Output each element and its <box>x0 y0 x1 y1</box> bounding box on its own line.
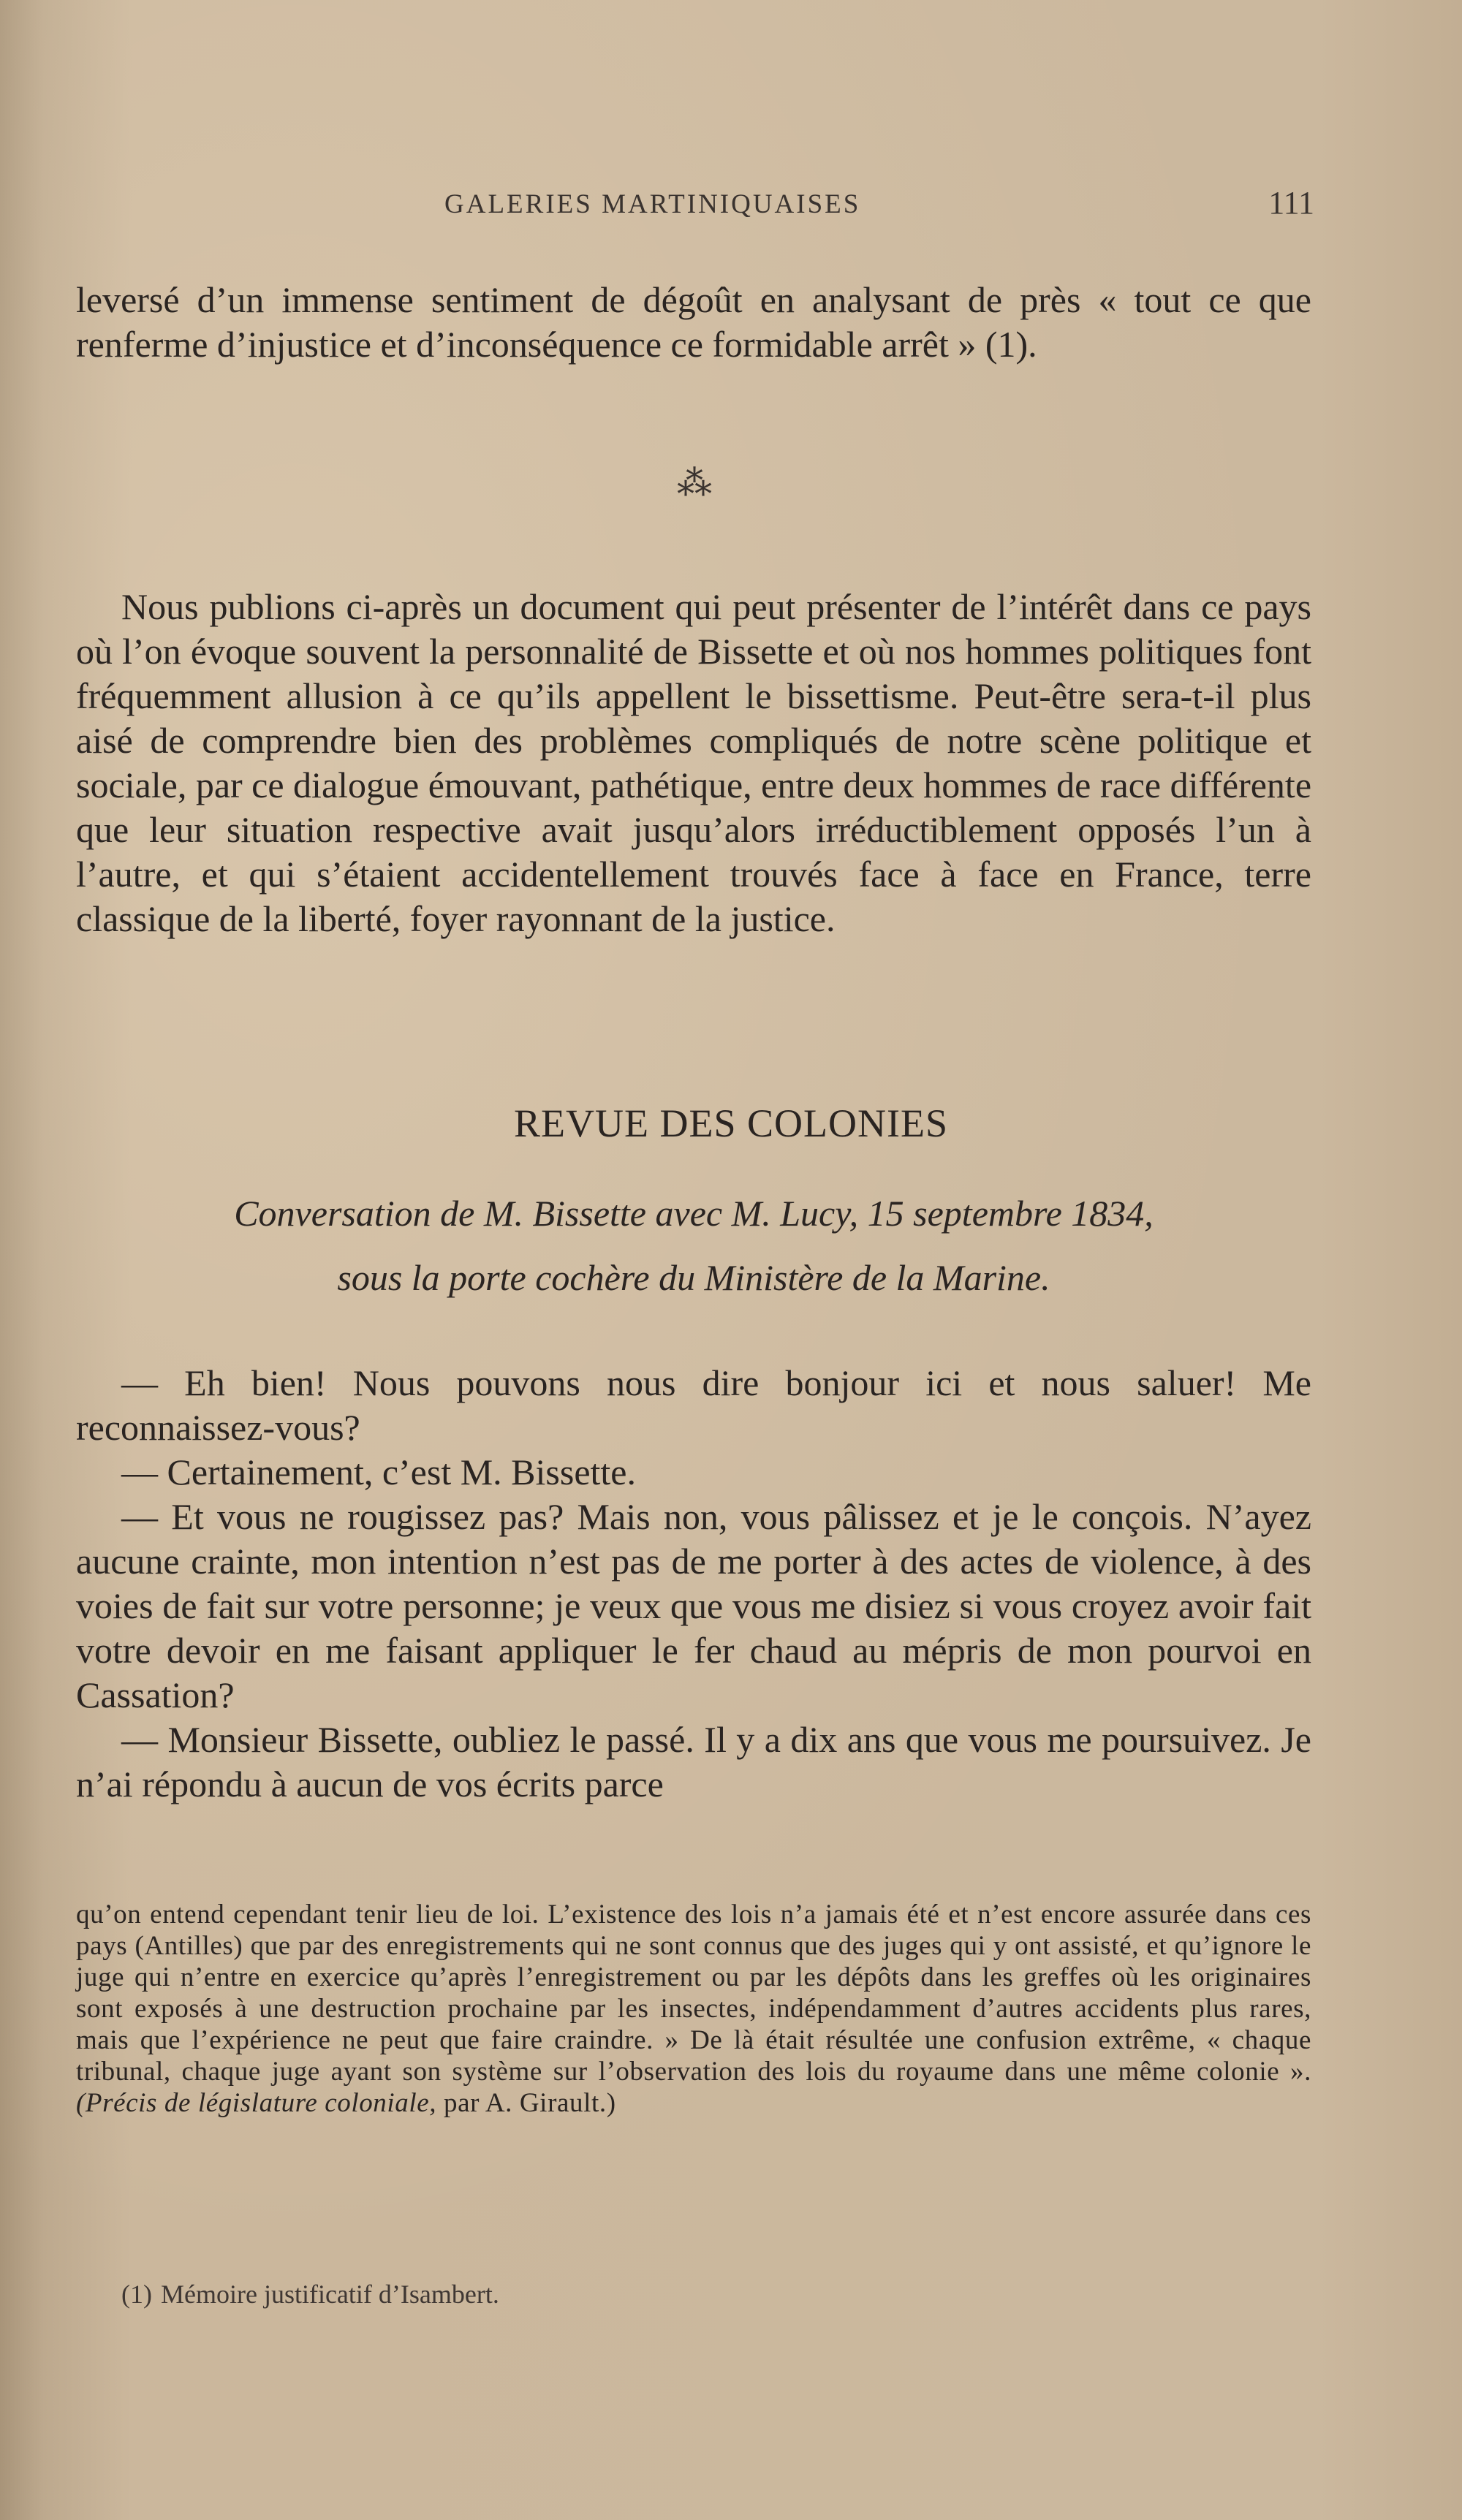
intro-paragraph-text: Nous publions ci-après un document qui peut présenter de l’intérêt dans ce pays où l’on évoque souvent la personnalité de Bissette et où nos hommes politiques font fréquemment allusion à ce qu’ils appellent le bissettisme. Peut-être sera-t-il plus aisé de comprendre bien des problèmes compliqués de notre scène politique et sociale, par ce dialogue émouvant, pathétique, entre deux hommes de race différente que leur situation respective avait jusqu’alors irréductiblement opposés l’un à l’autre, et qui s’étaient accidentellement trouvés face à face en France, terre classique de la liberté, foyer rayonnant de la justice. <box>76 586 1312 939</box>
dialogue-block <box>76 1361 1311 1807</box>
footnote-1 <box>121 2279 499 2310</box>
footnote-citation-author: par A. Girault.) <box>436 2088 616 2118</box>
page-number: 111 <box>1268 185 1314 221</box>
dialogue-line: — Et vous ne rougissez pas? Mais non, vous pâlissez et je le conçois. N’ayez aucune crainte, mon intention n’est pas de me porter à des actes de violence, à des voies de fait sur votre personne; je veux que vous me disiez si vous croyez avoir fait votre devoir en me faisant appliquer le fer chaud au mépris de mon pourvoi en Cassation? <box>76 1496 1311 1715</box>
continued-paragraph: leversé d’un immense sentiment de dégoût en analysant de près « tout ce que renferme d’injustice et d’inconséquence ce formidable arrêt » (1). <box>76 279 1311 365</box>
dialogue-line: — Eh bien! Nous pouvons nous dire bonjour ici et nous saluer! Me reconnaissez-vous? <box>76 1362 1311 1448</box>
dialogue-line: — Certainement, c’est M. Bissette. <box>121 1451 637 1492</box>
footnote-continued <box>76 1899 1311 2119</box>
footnote-citation-title: (Précis de législature coloniale, <box>76 2088 437 2118</box>
footnote-text: Mémoire justificatif d’Isambert. <box>160 2280 499 2309</box>
subheading-line-2: sous la porte cochère du Ministère de la Marine. <box>337 1257 1050 1298</box>
subheading-line-1: Conversation de M. Bissette avec M. Lucy, 15 septembre 1834, <box>234 1193 1154 1234</box>
section-title: REVUE DES COLONIES <box>514 1101 948 1145</box>
intro-paragraph-block <box>76 585 1311 941</box>
page-header <box>79 185 1314 225</box>
footnote-marker: (1) <box>121 2280 152 2309</box>
continued-paragraph-block <box>76 278 1311 367</box>
footnote-continued-text: qu’on entend cependant tenir lieu de loi. L’existence des lois n’a jamais été et n’est encore assurée dans ces pays (Antilles) que par des enregistrements qui ne sont connus que des juges qui y ont assisté, et qu’ignore le juge qui n’entre en exercice qu’après l’enregistrement ou par les dépôts dans les greffes où les originaires sont exposés à une destruction prochaine par les insectes, indépendamment d’autres accidents plus rares, mais que l’expérience ne peut que faire craindre. » De là était résultée une confusion extrême, « chaque tribunal, chaque juge ayant son système sur l’observation des lois du royaume dans une même colonie ». <box>76 1900 1311 2087</box>
intro-paragraph <box>76 585 1311 941</box>
asterism-separator: ⁂ <box>677 464 712 503</box>
running-title: GALERIES MARTINIQUAISES <box>444 189 861 219</box>
dialogue-line: — Monsieur Bissette, oubliez le passé. Il y a dix ans que vous me poursuivez. Je n’ai répondu à aucun de vos écrits parce <box>76 1719 1311 1804</box>
